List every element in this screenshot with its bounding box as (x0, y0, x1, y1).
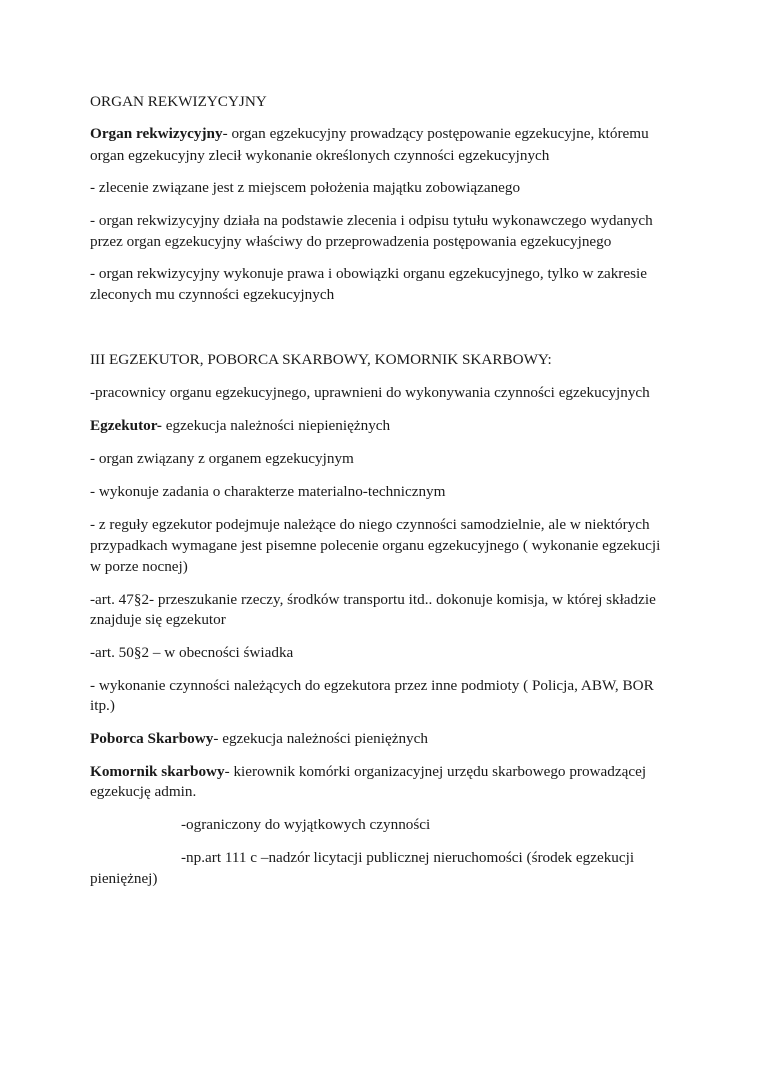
point-zlecenie: - zlecenie związane jest z miejscem położenia majątku zobowiązanego (90, 179, 521, 196)
intro-pracownicy: -pracownicy organu egzekucyjnego, uprawnieni do wykonywania czynności egzekucyjnych (90, 384, 650, 401)
point-art47-line2: znajduje się egzekutor (90, 611, 226, 628)
indented-art111c-line2: pieniężnej) (90, 870, 158, 887)
definition-text: - organ egzekucyjny prowadzący postępowanie egzekucyjne, któremu (222, 125, 649, 142)
term-organ-rekwizycyjny: Organ rekwizycyjny (90, 125, 223, 142)
definition-poborca-skarbowy (90, 729, 428, 749)
point-art47-line1: -art. 47§2- przeszukanie rzeczy, środków transportu itd.. dokonuje komisja, w której składzie (90, 591, 656, 608)
term-poborca-skarbowy: Poborca Skarbowy (90, 730, 214, 747)
definition-text: egzekucja należności niepieniężnych (162, 417, 391, 434)
definition-organ-rekwizycyjny-line2: organ egzekucyjny zlecił wykonanie określonych czynności egzekucyjnych (90, 147, 550, 164)
definition-text: - egzekucja należności pieniężnych (213, 730, 428, 747)
point-z-reguly-line2: przypadkach wymagane jest pisemne polecenie organu egzekucyjnego ( wykonanie egzekucji (90, 537, 661, 554)
point-organ-zwiazany: - organ związany z organem egzekucyjnym (90, 450, 354, 467)
point-z-reguly-line1: - z reguły egzekutor podejmuje należące do niego czynności samodzielnie, ale w niektórych (90, 516, 650, 533)
definition-organ-rekwizycyjny-line1 (90, 124, 649, 144)
definition-komornik-skarbowy-line1 (90, 762, 646, 782)
section-heading-organ-rekwizycyjny: ORGAN REKWIZYCYJNY (90, 93, 267, 110)
point-z-reguly-line3: w porze nocnej) (90, 558, 188, 575)
point-zadania: - wykonuje zadania o charakterze materialno-technicznym (90, 483, 446, 500)
point-podstawa-line1: - organ rekwizycyjny działa na podstawie zlecenia i odpisu tytułu wykonawczego wydanych (90, 212, 653, 229)
term-komornik-skarbowy: Komornik skarbowy (90, 763, 225, 780)
point-podstawa-line2: przez organ egzekucyjny właściwy do przeprowadzenia postępowania egzekucyjnego (90, 233, 612, 250)
section-heading-egzekutor: III EGZEKUTOR, POBORCA SKARBOWY, KOMORNIK SKARBOWY: (90, 351, 552, 368)
term-egzekutor: Egzekutor- (90, 417, 162, 434)
indented-ograniczony: -ograniczony do wyjątkowych czynności (181, 816, 431, 833)
point-prawa-line2: zleconych mu czynności egzekucyjnych (90, 286, 335, 303)
point-inne-podmioty-line1: - wykonanie czynności należących do egzekutora przez inne podmioty ( Policja, ABW, BOR (90, 677, 654, 694)
point-prawa-line1: - organ rekwizycyjny wykonuje prawa i obowiązki organu egzekucyjnego, tylko w zakresie (90, 265, 647, 282)
definition-egzekutor (90, 416, 390, 436)
indented-art111c-line1: -np.art 111 c –nadzór licytacji publicznej nieruchomości (środek egzekucji (181, 849, 635, 866)
definition-text: - kierownik komórki organizacyjnej urzędu skarbowego prowadzącej (224, 763, 647, 780)
definition-komornik-skarbowy-line2: egzekucję admin. (90, 783, 197, 800)
point-art50: -art. 50§2 – w obecności świadka (90, 644, 294, 661)
point-inne-podmioty-line2: itp.) (90, 697, 115, 714)
